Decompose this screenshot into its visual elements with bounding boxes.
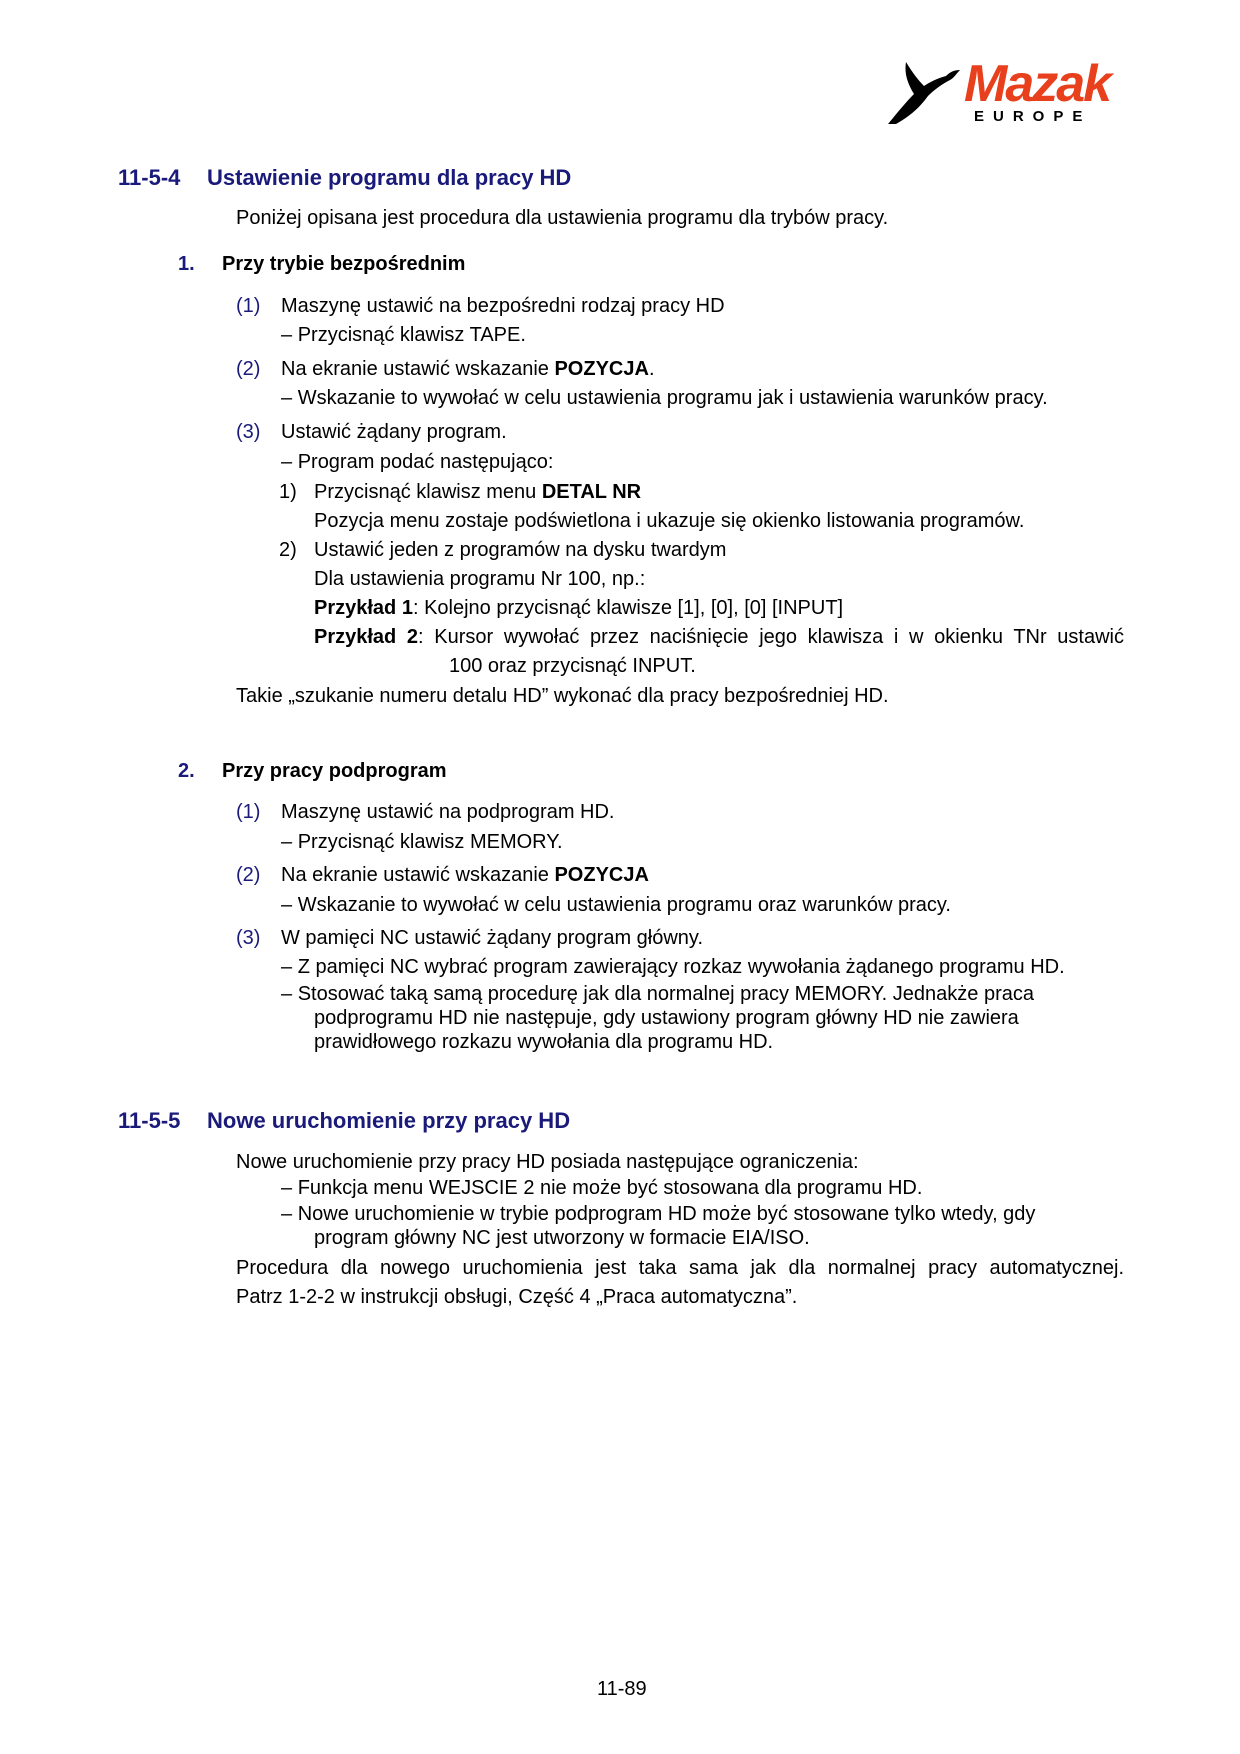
part-title: Przy trybie bezpośrednim <box>222 253 466 275</box>
step-text: Maszynę ustawić na bezpośredni rodzaj pracy HD <box>281 295 725 317</box>
example-text: : Kursor wywołać przez naciśnięcie jego klawisza i w okienku TNr ustawić <box>418 626 1124 648</box>
dash-item <box>281 450 553 474</box>
step-number: (2) <box>236 358 261 380</box>
section-number: 11-5-5 <box>118 1108 181 1133</box>
step-number: (3) <box>236 421 261 443</box>
step-text-bold: POZYCJA <box>554 358 649 380</box>
dash-item <box>281 1202 1035 1226</box>
part-title: Przy pracy podprogram <box>222 760 447 782</box>
section-intro: Poniżej opisana jest procedura dla ustawienia programu dla trybów pracy. <box>236 207 889 229</box>
step-number: (1) <box>236 295 261 317</box>
dash-text: Przycisnąć klawisz MEMORY. <box>297 831 563 853</box>
part-number: 1. <box>178 253 195 275</box>
step-text-plain: Na ekranie ustawić wskazanie <box>281 358 555 380</box>
sub-item-number: 1) <box>279 481 297 503</box>
dash-glyph: – <box>281 1203 293 1225</box>
dash-glyph: – <box>281 324 293 346</box>
dash-item <box>281 830 563 854</box>
section-number: 11-5-4 <box>118 165 181 190</box>
example-label: Przykład 1 <box>314 597 413 619</box>
step-text: Ustawić żądany program. <box>281 421 507 443</box>
example-2 <box>314 625 1124 649</box>
page-number: 11-89 <box>597 1678 647 1700</box>
dash-text: Stosować taką samą procedurę jak dla normalnej pracy MEMORY. Jednakże praca <box>297 983 1034 1005</box>
part-number: 2. <box>178 760 195 782</box>
paragraph: Patrz 1-2-2 w instrukcji obsługi, Część 4 „Praca automatyczna”. <box>236 1286 798 1308</box>
sub-item-bold: DETAL NR <box>541 481 642 503</box>
example-label: Przykład 2 <box>314 626 419 648</box>
step-number: (2) <box>236 864 261 886</box>
dash-glyph: – <box>281 956 293 978</box>
paragraph: Procedura dla nowego uruchomienia jest taka sama jak dla normalnej pracy automatycznej. <box>236 1257 1124 1279</box>
brand-logo <box>884 54 1134 130</box>
step-number: (3) <box>236 927 261 949</box>
dash-text: Wskazanie to wywołać w celu ustawienia programu jak i ustawienia warunków pracy. <box>297 387 1048 409</box>
step-text: Maszynę ustawić na podprogram HD. <box>281 801 615 823</box>
dash-text: Program podać następująco: <box>297 451 554 473</box>
step-text-end: . <box>648 358 655 380</box>
sub-item-text: Ustawić jeden z programów na dysku twardym <box>314 539 727 561</box>
crane-bird-icon <box>884 54 966 126</box>
part-closing: Takie „szukanie numeru detalu HD” wykonać dla pracy bezpośredniej HD. <box>236 685 889 707</box>
sub-item-note: Dla ustawienia programu Nr 100, np.: <box>314 568 646 590</box>
example-2-continued: 100 oraz przycisnąć INPUT. <box>449 655 696 677</box>
logo-subtitle: EUROPE <box>974 108 1092 125</box>
dash-item <box>281 955 1065 979</box>
dash-text-continued: podprogramu HD nie następuje, gdy ustawiony program główny HD nie zawiera <box>314 1007 1019 1029</box>
dash-glyph: – <box>281 1177 293 1199</box>
section-title: Ustawienie programu dla pracy HD <box>207 165 572 190</box>
example-text: : Kolejno przycisnąć klawisze [1], [0], [0] [INPUT] <box>412 597 844 619</box>
step-text <box>281 357 655 381</box>
dash-text-continued: prawidłowego rozkazu wywołania dla programu HD. <box>314 1031 774 1053</box>
step-text <box>281 863 649 887</box>
dash-glyph: – <box>281 983 293 1005</box>
dash-text: Z pamięci NC wybrać program zawierający rozkaz wywołania żądanego programu HD. <box>297 956 1065 978</box>
step-number: (1) <box>236 801 261 823</box>
dash-glyph: – <box>281 451 293 473</box>
dash-glyph: – <box>281 894 293 916</box>
dash-glyph: – <box>281 831 293 853</box>
dash-item <box>281 386 1048 410</box>
sub-item-number: 2) <box>279 539 297 561</box>
dash-text: Nowe uruchomienie w trybie podprogram HD może być stosowane tylko wtedy, gdy <box>297 1203 1036 1225</box>
dash-text: Funkcja menu WEJSCIE 2 nie może być stosowana dla programu HD. <box>297 1177 923 1199</box>
sub-item-plain: Przycisnąć klawisz menu <box>314 481 542 503</box>
dash-item <box>281 893 951 917</box>
section-title: Nowe uruchomienie przy pracy HD <box>207 1108 571 1133</box>
step-text-plain: Na ekranie ustawić wskazanie <box>281 864 555 886</box>
sub-item-note: Pozycja menu zostaje podświetlona i ukazuje się okienko listowania programów. <box>314 510 1025 532</box>
step-text-bold: POZYCJA <box>554 864 649 886</box>
dash-item <box>281 982 1034 1006</box>
dash-text: Przycisnąć klawisz TAPE. <box>297 324 526 346</box>
dash-item <box>281 1176 922 1200</box>
dash-text: Wskazanie to wywołać w celu ustawienia programu oraz warunków pracy. <box>297 894 951 916</box>
logo-wordmark: Mazak <box>964 55 1111 113</box>
dash-text-continued: program główny NC jest utworzony w formacie EIA/ISO. <box>314 1227 810 1249</box>
dash-glyph: – <box>281 387 293 409</box>
dash-item <box>281 323 526 347</box>
section-intro: Nowe uruchomienie przy pracy HD posiada następujące ograniczenia: <box>236 1151 859 1173</box>
example-1 <box>314 596 843 620</box>
step-text: W pamięci NC ustawić żądany program główny. <box>281 927 704 949</box>
sub-item-text <box>314 480 641 504</box>
